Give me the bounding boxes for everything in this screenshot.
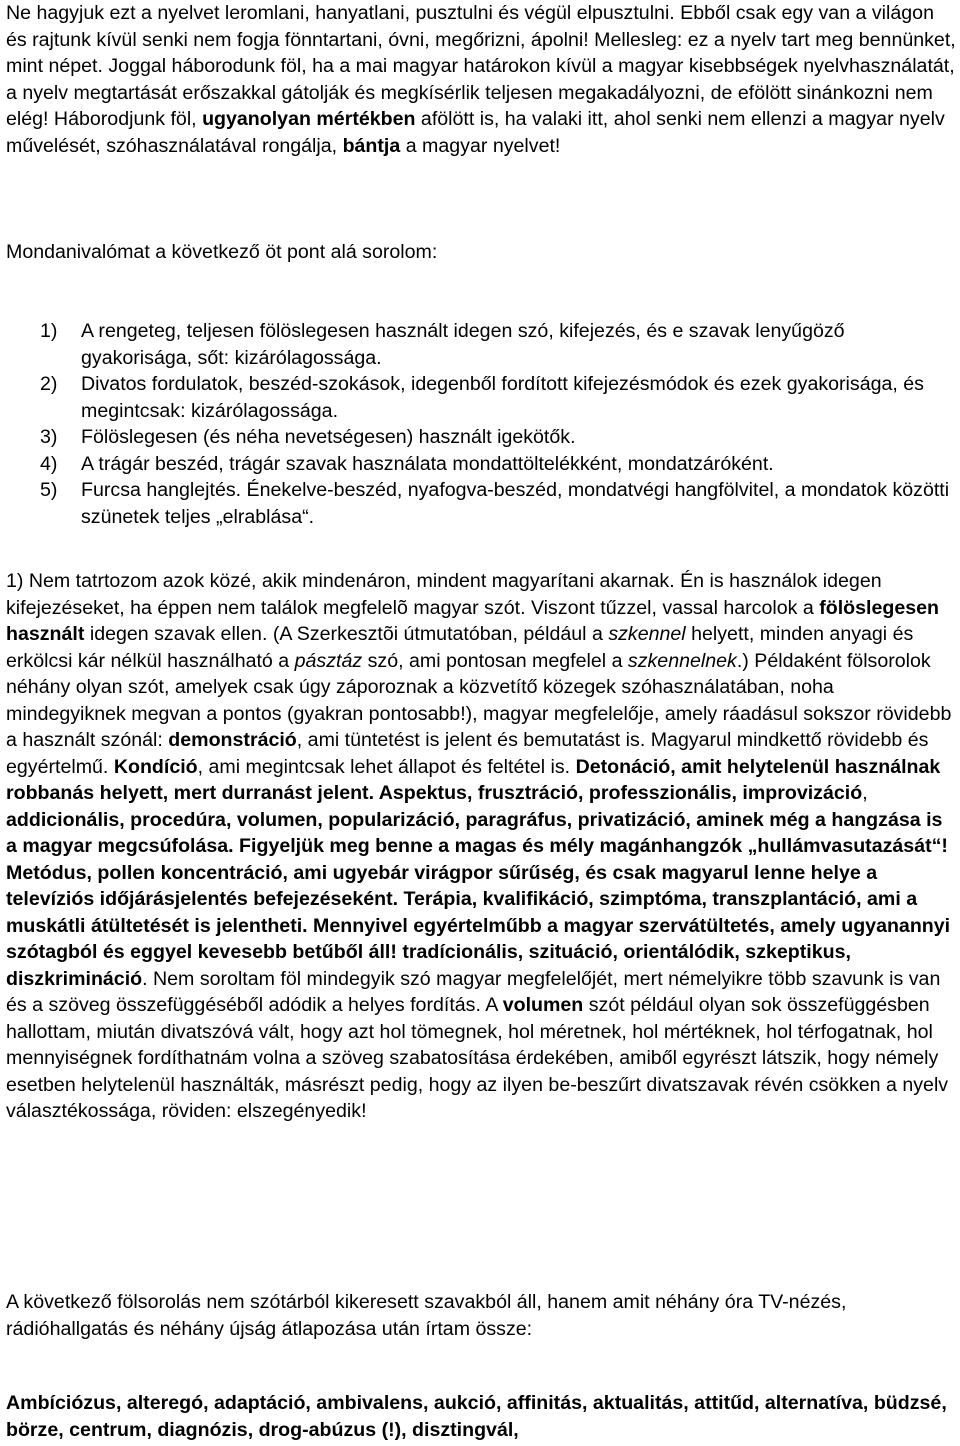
text-run: afölött is, ha valaki itt, ahol senki nem ellenzi a magyar nyelv művelését, szóhasználatával rongálja,	[6, 108, 945, 157]
text-run: szó, ami pontosan megfelel a	[362, 649, 628, 672]
text-run: helyett, minden anyagi és erkölcsi kár nélkül használható a	[6, 623, 914, 672]
list-text: Divatos fordulatok, beszéd-szokások, idegenből fordított kifejezésmódok és ezek gyakorisága, és megintcsak: kizárólagossága.	[81, 373, 924, 422]
bold-text-run: Kondíció	[113, 755, 198, 778]
list-text: Furcsa hanglejtés. Énekelve-beszéd, nyafogva-beszéd, mondatvégi hangfölvitel, a mondatok közötti szünetek teljes „elrablása“.	[81, 479, 950, 528]
text-run: , ami tüntetést is jelent és bemutatást is. Magyarul mindkettő rövidebb és egyértelmű.	[6, 729, 929, 778]
text-run: Ne hagyjuk ezt a nyelvet leromlani, hanyatlani, pusztulni és végül elpusztulni. Ebből csak egy van a világon és rajtunk kívül senki nem fogja fönntartani, óvni, megőrizni, ápolni! Mellesleg: ez a nyelv tart meg bennünket, mint népet. Joggal háborodunk föl, ha a mai magyar határokon kívül a magyar kisebbségek nyelvhasználatát, a nyelv megtartását erőszakkal gátolják és megkísérlik teljesen megakadályozni, de efölött sinánkozni nem elég! Háborodjunk föl,	[6, 2, 956, 130]
list-number: 5)	[40, 479, 58, 501]
italic-text-run: szkennel	[608, 623, 686, 645]
bold-text-run: Detonáció, amit helytelenül használnak robbanás helyett, mert durranást jelent. Aspektus, frusztráció, professzionális, improvizáció	[6, 755, 941, 804]
text-run: .) Példaként fölsorolok néhány olyan szót, amelyek csak úgy záporoznak a közvetítő közegek szóhasználatában, noha mindegyiknek megvan a pontos (gyakran pontosabb!), magyar megfelelője, amely ráadásul sokszor rövidebb a használt szónál:	[6, 649, 952, 751]
text-run: ,	[862, 782, 868, 804]
italic-text-run: pásztáz	[294, 649, 363, 672]
list-text: A trágár beszéd, trágár szavak használata mondattöltelékként, mondatzáróként.	[81, 452, 774, 475]
list-item	[6, 451, 958, 478]
italic-text-run: szkennelnek	[627, 649, 737, 672]
text-run: a magyar nyelvet!	[400, 134, 561, 157]
text-run: , ami megintcsak lehet állapot és feltétel is.	[197, 755, 576, 778]
paragraph-intro	[6, 0, 958, 159]
text-run: . Nem soroltam föl mindegyik szó magyar megfelelőjét, mert némelyikre több szavunk is van és a szöveg összefüggéséből adódik a helyes fordítás. A	[6, 967, 941, 1016]
numbered-list	[6, 318, 958, 530]
paragraph-list-source: A következő fölsorolás nem szótárból kikeresett szavakból áll, hanem amit néhány óra TV-nézés, rádióhallgatás és néhány újság átlapozása után írtam össze:	[6, 1291, 847, 1340]
list-text: Fölöslegesen (és néha nevetségesen) használt igekötők.	[81, 426, 576, 448]
list-item	[6, 477, 958, 530]
list-number: 4)	[40, 452, 58, 475]
list-number: 2)	[40, 373, 58, 395]
text-run: idegen szavak ellen. (A Szerkesztõi útmutatóban, például a	[84, 623, 609, 645]
list-item	[6, 424, 958, 451]
bold-text-run: fölöslegesen használt	[6, 596, 939, 645]
paragraph-point-one	[6, 568, 958, 1125]
list-number: 1)	[40, 320, 58, 342]
text-run: 1) Nem tatrtozom azok közé, akik mindenáron, mindent magyarítani akarnak. Én is használok idegen kifejezéseket, ha éppen nem találok megfelelõ magyar szót. Viszont tűzzel, vassal harcolok a	[6, 570, 882, 619]
list-item	[6, 371, 958, 424]
list-item	[6, 318, 958, 371]
list-text: A rengeteg, teljesen fölöslegesen használt idegen szó, kifejezés, és e szavak lenyűgöző gyakorisága, sőt: kizárólagossága.	[81, 320, 845, 369]
bold-text-run: bántja	[342, 134, 401, 157]
bold-text-run: addicionális, procedúra, volumen, popularizáció, paragráfus, privatizáció, aminek még a hangzása is a magyar megcsúfolása. Figyeljük meg benne a magas és mély magánhangzók „hullámvasutazását“! Metódus, pollen koncentráció, ami ugyebár virágpor sűrűség, és csak magyarul lenne helye a televíziós időjárásjelentés befejezéseként. Terápia, kvalifikáció, szimptóma, transzplantáció, ami a muskátli átültetését is jelentheti. Mennyivel egyértelműbb a magyar szervátültetés, amely ugyanannyi szótagból és eggyel kevesebb betűből áll! tradícionális, szituáció, orientálódik, szkeptikus, diszkrimináció	[6, 808, 951, 990]
bold-text-run: ugyanolyan mértékben	[202, 108, 416, 130]
text-run: szót például olyan sok összefüggésben hallottam, miután divatszóvá vált, hogy azt hol tömegnek, hol méretnek, hol mértéknek, hol térfogatnak, hol mennyiségnek fordíthatnám volna a szöveg szabatosítása érdekében, amiből egyrészt látszik, hogy némely esetben helytelenül használták, másrészt pedig, hogy az ilyen be-beszűrt divatszavak révén csökken a nyelv választékossága, röviden: elszegényedik!	[6, 994, 949, 1122]
paragraph-list-intro: Mondanivalómat a következő öt pont alá sorolom:	[6, 241, 438, 263]
list-number: 3)	[40, 426, 58, 448]
bold-text-run: demonstráció	[168, 729, 297, 751]
bold-text-run: volumen	[502, 994, 584, 1016]
paragraph-word-list: Ambíciózus, alteregó, adaptáció, ambivalens, aukció, affinitás, aktualitás, attitűd, alternatíva, büdzsé, börze, centrum, diagnózis, drog-abúzus (!), disztingvál,	[6, 1392, 947, 1441]
